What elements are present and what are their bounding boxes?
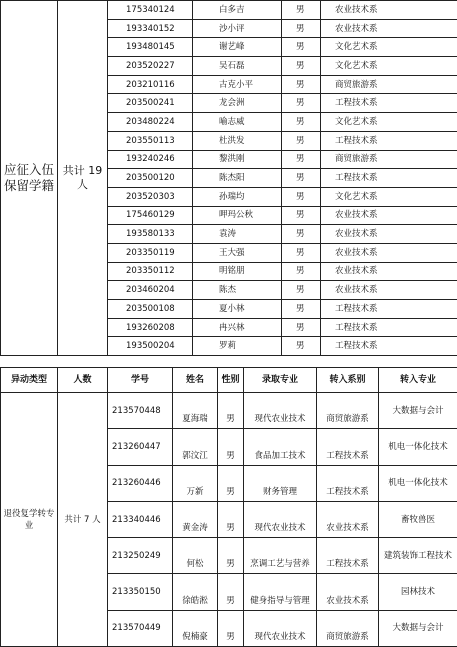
transfer-table [0,367,457,647]
transfer-table-body [1,368,457,647]
student-name: 倪楠豪 [173,610,218,646]
student-name: 徐皓淞 [173,574,218,610]
student-gender: 男 [282,187,321,206]
transfer-major: 机电一体化技术 [379,465,457,501]
student-name: 白多吉 [193,1,282,20]
student-name: 黎洪刚 [193,150,282,169]
student-gender: 男 [282,1,321,20]
student-id: 193580133 [108,225,193,244]
student-id: 203350119 [108,243,193,262]
student-name: 杜洪发 [193,131,282,150]
table-row [1,393,457,429]
student-id: 203500241 [108,94,193,113]
student-gender: 男 [282,281,321,300]
student-id: 213570449 [108,610,173,646]
admitted-major: 健身指导与管理 [244,574,317,610]
admitted-major: 财务管理 [244,465,317,501]
student-name: 冉兴林 [193,318,282,337]
student-name: 呷玛公秋 [193,206,282,225]
student-gender: 男 [218,574,244,610]
student-gender: 男 [282,300,321,319]
student-dept: 文化艺术系 [321,187,457,206]
student-gender: 男 [218,393,244,429]
student-gender: 男 [282,113,321,132]
student-name: 陈杰 [193,281,282,300]
student-id: 203520303 [108,187,193,206]
student-name: 陈杰阳 [193,169,282,188]
student-id: 203550113 [108,131,193,150]
student-id: 213260447 [108,429,173,465]
header-type: 异动类型 [1,368,58,393]
student-name: 罗莉 [193,337,282,356]
student-gender: 男 [282,206,321,225]
student-id: 193340152 [108,19,193,38]
student-gender: 男 [218,610,244,646]
transfer-major: 机电一体化技术 [379,429,457,465]
student-dept: 农业技术系 [321,262,457,281]
transfer-dept: 农业技术系 [317,574,379,610]
student-dept: 工程技术系 [321,337,457,356]
student-name: 沙小评 [193,19,282,38]
student-gender: 男 [218,429,244,465]
student-name: 喻志威 [193,113,282,132]
transfer-dept: 商贸旅游系 [317,610,379,646]
student-id: 193480145 [108,38,193,57]
student-id: 213340446 [108,501,173,537]
student-name: 古克小平 [193,75,282,94]
student-dept: 工程技术系 [321,94,457,113]
student-dept: 工程技术系 [321,169,457,188]
student-dept: 农业技术系 [321,19,457,38]
header-major: 录取专业 [244,368,317,393]
admitted-major: 食品加工技术 [244,429,317,465]
change-type-cell: 退役复学转专业 [1,393,58,647]
student-id: 213260446 [108,465,173,501]
transfer-major: 大数据与会计 [379,610,457,646]
transfer-dept: 工程技术系 [317,465,379,501]
transfer-dept: 农业技术系 [317,501,379,537]
student-gender: 男 [282,75,321,94]
student-name: 明铭朋 [193,262,282,281]
student-gender: 男 [282,131,321,150]
student-name: 吴石磊 [193,57,282,76]
student-gender: 男 [282,19,321,38]
count-cell: 共计 7 人 [58,393,108,647]
student-id: 203350112 [108,262,193,281]
student-id: 213570448 [108,393,173,429]
admitted-major: 现代农业技术 [244,501,317,537]
student-id: 193240246 [108,150,193,169]
student-dept: 文化艺术系 [321,38,457,57]
student-id: 193260208 [108,318,193,337]
student-name: 谢艺峰 [193,38,282,57]
student-gender: 男 [282,243,321,262]
student-id: 203500108 [108,300,193,319]
student-name: 龙会洲 [193,94,282,113]
student-name: 何松 [173,538,218,574]
student-name: 郭汶江 [173,429,218,465]
student-dept: 农业技术系 [321,243,457,262]
student-gender: 男 [282,169,321,188]
student-name: 袁涛 [193,225,282,244]
header-row [1,368,457,393]
transfer-dept: 工程技术系 [317,538,379,574]
student-dept: 工程技术系 [321,300,457,319]
table-row [1,1,457,20]
transfer-major: 园林技术 [379,574,457,610]
student-dept: 农业技术系 [321,1,457,20]
student-name: 万新 [173,465,218,501]
student-dept: 农业技术系 [321,281,457,300]
student-id: 203210116 [108,75,193,94]
student-gender: 男 [218,501,244,537]
student-dept: 工程技术系 [321,131,457,150]
student-id: 175460129 [108,206,193,225]
student-name: 孙瑞均 [193,187,282,206]
student-dept: 工程技术系 [321,318,457,337]
admitted-major: 烹调工艺与营养 [244,538,317,574]
student-id: 175340124 [108,1,193,20]
student-id: 203500120 [108,169,193,188]
transfer-major: 畜牧兽医 [379,501,457,537]
student-gender: 男 [282,318,321,337]
transfer-major: 建筑装饰工程技术 [379,538,457,574]
student-gender: 男 [282,225,321,244]
transfer-dept: 商贸旅游系 [317,393,379,429]
student-id: 203480224 [108,113,193,132]
student-dept: 商贸旅游系 [321,150,457,169]
student-gender: 男 [282,38,321,57]
student-id: 213350150 [108,574,173,610]
student-gender: 男 [282,57,321,76]
student-id: 203460204 [108,281,193,300]
header-to-dept: 转入系别 [317,368,379,393]
header-count: 人数 [58,368,108,393]
student-dept: 文化艺术系 [321,113,457,132]
header-gender: 性别 [218,368,244,393]
transfer-dept: 工程技术系 [317,429,379,465]
change-type-cell: 应征入伍保留学籍 [1,1,58,356]
student-gender: 男 [218,538,244,574]
student-dept: 商贸旅游系 [321,75,457,94]
enlistment-table-body [1,1,457,356]
student-gender: 男 [282,262,321,281]
header-to-major: 转入专业 [379,368,457,393]
student-gender: 男 [282,337,321,356]
student-dept: 农业技术系 [321,225,457,244]
header-id: 学号 [108,368,173,393]
student-dept: 农业技术系 [321,206,457,225]
student-name: 王大强 [193,243,282,262]
student-id: 213250249 [108,538,173,574]
student-gender: 男 [282,94,321,113]
student-dept: 文化艺术系 [321,57,457,76]
student-name: 夏小林 [193,300,282,319]
header-name: 姓名 [173,368,218,393]
student-name: 夏海瑞 [173,393,218,429]
admitted-major: 现代农业技术 [244,393,317,429]
student-id: 203520227 [108,57,193,76]
count-cell: 共计 19 人 [58,1,108,356]
student-name: 黄金涛 [173,501,218,537]
student-gender: 男 [282,150,321,169]
student-id: 193500204 [108,337,193,356]
admitted-major: 现代农业技术 [244,610,317,646]
student-gender: 男 [218,465,244,501]
transfer-major: 大数据与会计 [379,393,457,429]
